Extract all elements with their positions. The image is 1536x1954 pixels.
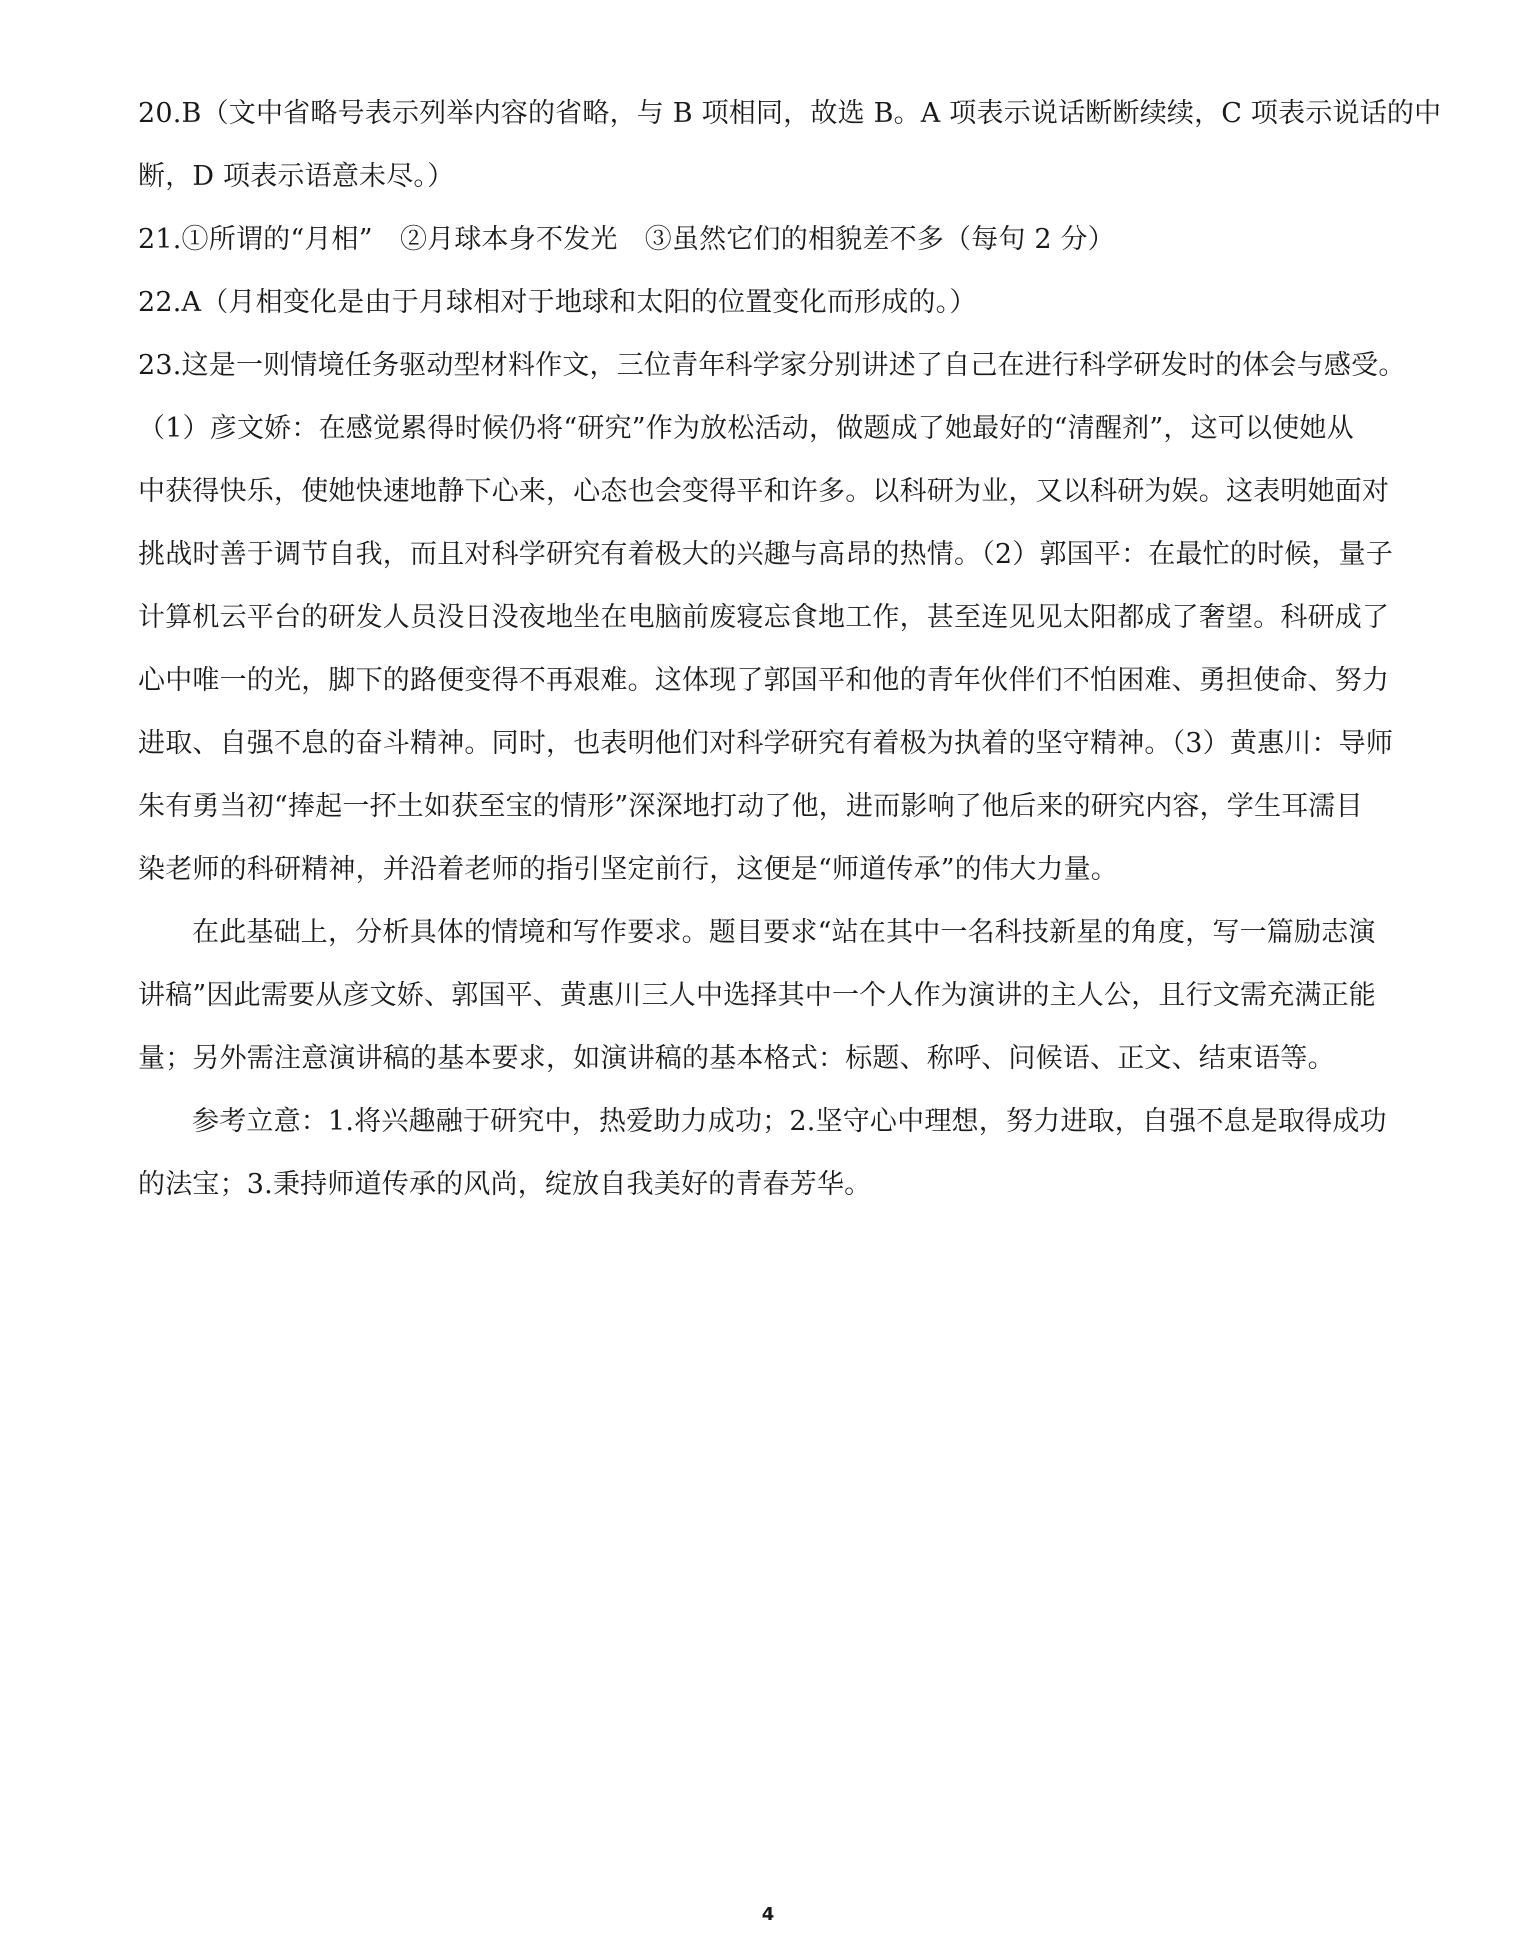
analysis-line: 挑战时善于调节自我，而且对科学研究有着极大的兴趣与高昂的热情。（2）郭国平：在最忙的时候，量子: [138, 539, 1394, 570]
answer-20-line-2: 断，D 项表示语意未尽。）: [138, 161, 455, 192]
requirement-line: 在此基础上，分析具体的情境和写作要求。题目要求“站在其中一名科技新星的角度，写一篇励志演: [192, 917, 1376, 948]
requirement-line: 量；另外需注意演讲稿的基本要求，如演讲稿的基本格式：标题、称呼、问候语、正文、结束语等。: [138, 1043, 1335, 1074]
reference-line: 参考立意：1.将兴趣融于研究中，热爱助力成功；2.坚守心中理想，努力进取，自强不息是取得成功: [192, 1106, 1387, 1137]
requirement-line: 讲稿”因此需要从彦文娇、郭国平、黄惠川三人中选择其中一个人作为演讲的主人公，且行文需充满正能: [138, 980, 1377, 1011]
answer-21: 21.①所谓的“月相” ②月球本身不发光 ③虽然它们的相貌差不多（每句 2 分）: [138, 224, 1115, 255]
analysis-line: 计算机云平台的研发人员没日没夜地坐在电脑前废寝忘食地工作，甚至连见见太阳都成了奢望。科研成了: [138, 602, 1390, 633]
analysis-line: 中获得快乐，使她快速地静下心来，心态也会变得平和许多。以科研为业，又以科研为娱。这表明她面对: [138, 476, 1390, 507]
analysis-line: 心中唯一的光，脚下的路便变得不再艰难。这体现了郭国平和他的青年伙伴们不怕困难、勇担使命、努力: [138, 665, 1390, 696]
analysis-line: 染老师的科研精神，并沿着老师的指引坚定前行，这便是“师道传承”的伟大力量。: [138, 854, 1119, 885]
page-number: 4: [761, 1904, 775, 1925]
answer-23-intro: 23.这是一则情境任务驱动型材料作文，三位青年科学家分别讲述了自己在进行科学研发时的体会与感受。: [138, 350, 1406, 381]
answer-20: [138, 92, 1442, 198]
analysis-line: （1）彦文娇：在感觉累得时候仍将“研究”作为放松活动，做题成了她最好的“清醒剂”，这可以使她从: [138, 413, 1354, 444]
answer-23-requirements: [138, 911, 1398, 1080]
analysis-line: 进取、自强不息的奋斗精神。同时，也表明他们对科学研究有着极为执着的坚守精神。（3）黄惠川：导师: [138, 728, 1394, 759]
answer-sheet-page: [138, 92, 1442, 1206]
answer-20-line-1: 20.B（文中省略号表示列举内容的省略，与 B 项相同，故选 B。A 项表示说话断断续续，C 项表示说话的中: [138, 98, 1442, 129]
answer-22: 22.A（月相变化是由于月球相对于地球和太阳的位置变化而形成的。）: [138, 287, 977, 318]
analysis-line: 朱有勇当初“捧起一抔土如获至宝的情形”深深地打动了他，进而影响了他后来的研究内容，学生耳濡目: [138, 791, 1363, 822]
answer-23-reference: [138, 1100, 1398, 1206]
answer-23-analysis: [138, 407, 1398, 891]
reference-line: 的法宝；3.秉持师道传承的风尚，绽放自我美好的青春芳华。: [138, 1169, 872, 1200]
